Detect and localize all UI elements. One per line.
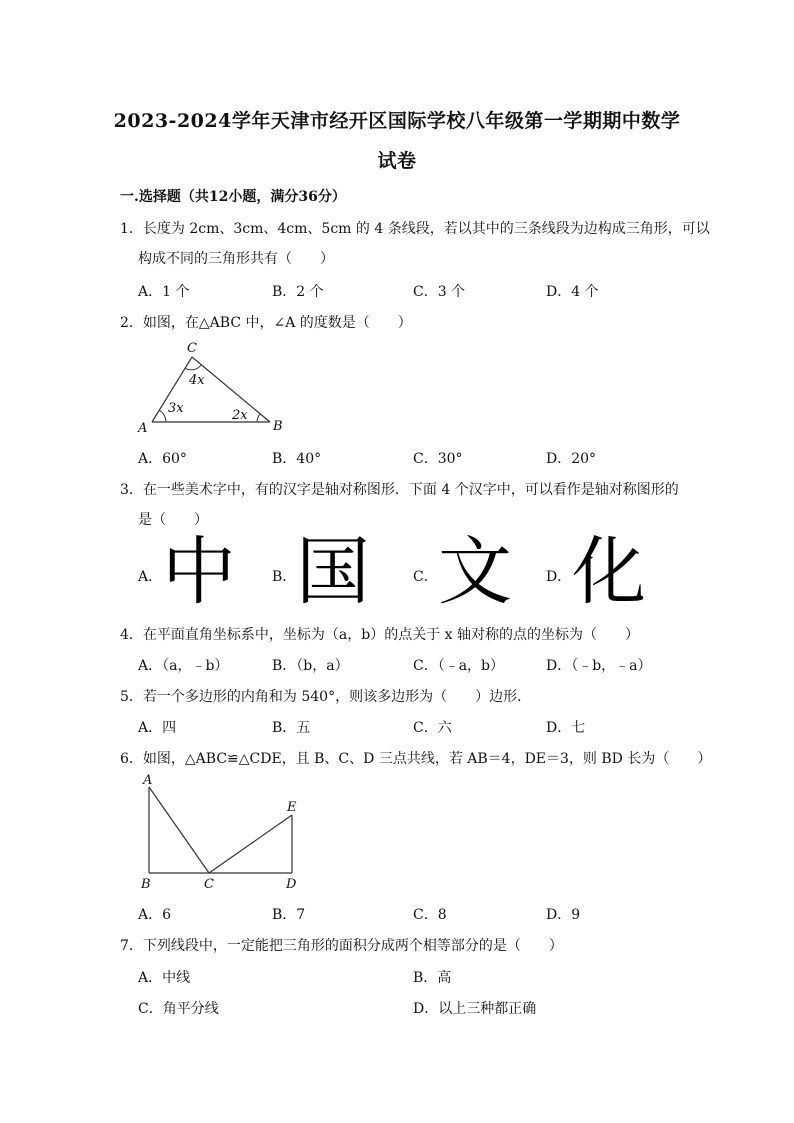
section-heading: 一.选择题（共12小题，满分36分） [120,189,346,205]
question-4-stem: 4．在平面直角坐标系中，坐标为（a，b）的点关于 x 轴对称的点的坐标为（ ） [120,627,640,643]
page-title: 2023-2024学年天津市经开区国际学校八年级第一学期期中数学 [113,110,681,132]
question-3 [120,479,679,529]
character-wen: 文 [438,529,512,615]
q5-option-a[interactable]: A．四 [138,720,177,736]
point-label-a: A [143,773,153,788]
question-6 [120,748,711,768]
q3-option-b[interactable]: B． [272,569,297,585]
point-label-c: C [204,877,214,892]
segment-ce [209,815,292,873]
congruent-triangles-figure [135,775,310,895]
question-7-stem: 7．下列线段中，一定能把三角形的面积分成两个相等部分的是（ ） [120,938,563,954]
question-6-stem: 6．如图，△ABC≌△CDE，且 B、C、D 三点共线，若 AB＝4，DE＝3，则 BD 长为（ ） [120,751,712,767]
question-2-stem: 2．如图，在△ABC 中，∠A 的度数是（ ） [120,315,412,331]
vertex-label-b: B [273,419,283,434]
angle-a-label: 3x [168,401,184,416]
edge-cb [192,357,270,422]
q1-option-d[interactable]: D．4 个 [546,284,599,300]
q7-option-a[interactable]: A．中线 [138,970,191,986]
point-label-d: D [286,877,297,892]
segment-ac [149,787,209,873]
q2-option-a[interactable]: A．60° [138,451,187,467]
q5-option-b[interactable]: B．五 [272,720,311,736]
q7-option-b[interactable]: B．高 [413,970,452,986]
question-3-stem-continued: 是（ ） [138,512,208,528]
question-5-stem: 5．若一个多边形的内角和为 540°，则该多边形为（ ）边形． [120,689,532,705]
angle-c-label: 4x [189,373,205,388]
vertex-label-c: C [187,341,197,356]
q4-option-b[interactable]: B．（b，a） [272,658,349,674]
q1-option-c[interactable]: C．3 个 [413,284,466,300]
angle-b-arc [257,414,260,422]
q1-option-a[interactable]: A．1 个 [138,284,190,300]
q4-option-a[interactable]: A．（a，﹣b） [138,658,229,674]
vertex-label-a: A [138,421,148,436]
question-1-stem-continued: 构成不同的三角形共有（ ） [138,251,334,267]
page-title-continued: 试卷 [377,150,417,172]
q2-option-b[interactable]: B．40° [272,451,322,467]
q6-option-a[interactable]: A．6 [138,907,172,923]
point-label-e: E [287,800,297,815]
angle-b-label: 2x [232,408,248,423]
q2-option-d[interactable]: D．20° [546,451,597,467]
question-3-stem: 3．在一些美术字中，有的汉字是轴对称图形．下面 4 个汉字中，可以看作是轴对称图形的 [120,482,679,498]
question-1 [120,218,710,268]
q3-option-a[interactable]: A． [138,569,163,585]
point-label-b: B [141,877,151,892]
character-guo: 国 [296,529,370,615]
q3-option-d[interactable]: D． [546,569,572,585]
angle-a-arc [159,410,166,422]
character-zhong: 中 [162,529,236,615]
question-4 [120,624,639,644]
q5-option-d[interactable]: D．七 [546,720,586,736]
question-1-stem: 1．长度为 2cm、3cm、4cm、5cm 的 4 条线段，若以其中的三条线段为边构成三角形，可以 [120,221,710,237]
question-7 [120,935,563,955]
q6-option-d[interactable]: D．9 [546,907,581,923]
q5-option-c[interactable]: C．六 [413,720,452,736]
question-5 [120,686,531,706]
q6-option-c[interactable]: C．8 [413,907,447,923]
q4-option-d[interactable]: D．（﹣b，﹣a） [546,658,652,674]
q2-option-c[interactable]: C．30° [413,451,463,467]
angle-c-arc [185,365,201,370]
q4-option-c[interactable]: C．（﹣a，b） [413,658,505,674]
q7-option-d[interactable]: D．以上三种都正确 [413,1001,537,1017]
triangle-abc-figure [130,335,300,435]
character-hua: 化 [572,529,646,615]
question-2 [120,312,412,332]
q7-option-c[interactable]: C．角平分线 [138,1001,219,1017]
q1-option-b[interactable]: B．2 个 [272,284,324,300]
q3-option-c[interactable]: C． [413,569,438,585]
q6-option-b[interactable]: B．7 [272,907,306,923]
